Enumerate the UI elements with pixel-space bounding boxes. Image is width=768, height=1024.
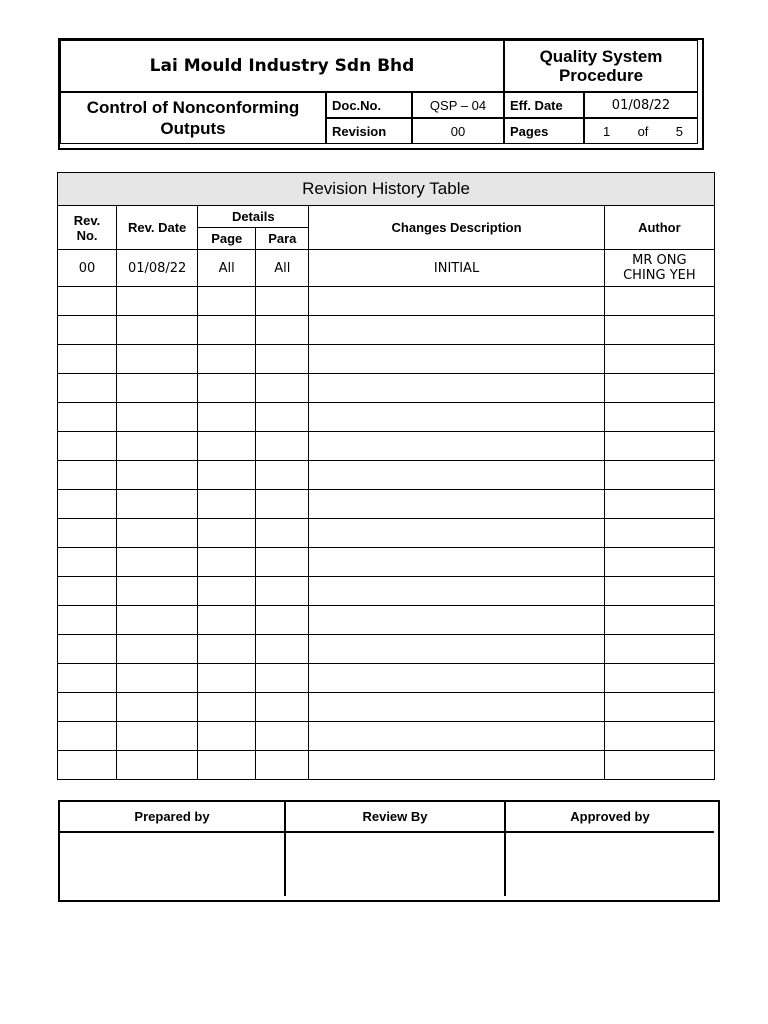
empty-cell (58, 548, 117, 577)
empty-cell (58, 693, 117, 722)
empty-table-row (58, 316, 715, 345)
prepared-by-column (60, 802, 286, 896)
empty-cell (309, 519, 604, 548)
empty-table-row (58, 548, 715, 577)
empty-table-row (58, 751, 715, 780)
empty-cell (604, 606, 714, 635)
cell-author: MR ONG CHING YEH (604, 250, 714, 287)
pages-value (584, 118, 698, 144)
empty-cell (58, 606, 117, 635)
empty-table-row (58, 664, 715, 693)
empty-cell (604, 461, 714, 490)
signature-block (58, 800, 720, 902)
empty-table-row (58, 461, 715, 490)
empty-cell (256, 577, 309, 606)
review-by-label: Review By (286, 802, 504, 833)
empty-table-row (58, 403, 715, 432)
empty-cell (256, 461, 309, 490)
empty-cell (58, 345, 117, 374)
empty-cell (309, 374, 604, 403)
empty-cell (198, 693, 256, 722)
doc-no-value: QSP – 04 (412, 92, 504, 118)
empty-cell (198, 548, 256, 577)
empty-cell (117, 403, 198, 432)
empty-cell (256, 606, 309, 635)
empty-cell (58, 432, 117, 461)
empty-cell (198, 374, 256, 403)
empty-cell (256, 693, 309, 722)
empty-cell (198, 345, 256, 374)
empty-cell (256, 287, 309, 316)
empty-cell (117, 606, 198, 635)
page-total: 5 (675, 123, 683, 139)
empty-cell (198, 635, 256, 664)
empty-cell (198, 577, 256, 606)
empty-table-row (58, 635, 715, 664)
empty-cell (198, 606, 256, 635)
empty-cell (309, 316, 604, 345)
empty-table-row (58, 374, 715, 403)
cell-para: All (256, 250, 309, 287)
cell-rev-no: 00 (58, 250, 117, 287)
empty-table-row (58, 606, 715, 635)
empty-cell (309, 722, 604, 751)
empty-cell (604, 345, 714, 374)
empty-cell (117, 345, 198, 374)
empty-cell (198, 664, 256, 693)
empty-cell (198, 403, 256, 432)
empty-cell (309, 606, 604, 635)
empty-cell (309, 461, 604, 490)
prepared-by-label: Prepared by (60, 802, 284, 833)
empty-cell (198, 722, 256, 751)
header-rev-no: Rev. No. (58, 206, 117, 250)
empty-cell (198, 751, 256, 780)
empty-cell (198, 461, 256, 490)
empty-cell (604, 548, 714, 577)
empty-table-row (58, 345, 715, 374)
empty-cell (117, 316, 198, 345)
empty-table-row (58, 722, 715, 751)
empty-cell (256, 751, 309, 780)
approved-by-label: Approved by (506, 802, 714, 833)
empty-cell (117, 751, 198, 780)
empty-cell (117, 722, 198, 751)
header-para: Para (256, 228, 309, 250)
empty-cell (604, 519, 714, 548)
empty-cell (604, 490, 714, 519)
doc-no-label: Doc.No. (326, 92, 412, 118)
page-of: of (637, 123, 649, 139)
empty-cell (256, 432, 309, 461)
empty-cell (604, 577, 714, 606)
empty-cell (309, 548, 604, 577)
cell-rev-date: 01/08/22 (117, 250, 198, 287)
empty-cell (256, 374, 309, 403)
empty-cell (309, 751, 604, 780)
page-current: 1 (603, 123, 611, 139)
header-changes: Changes Description (309, 206, 604, 250)
empty-cell (58, 722, 117, 751)
empty-cell (604, 374, 714, 403)
review-by-column (286, 802, 506, 896)
empty-cell (604, 693, 714, 722)
empty-cell (309, 577, 604, 606)
empty-cell (198, 432, 256, 461)
revision-history-table (57, 172, 715, 780)
table-row (58, 250, 715, 287)
empty-cell (604, 316, 714, 345)
table-title: Revision History Table (58, 173, 715, 206)
header-author: Author (604, 206, 714, 250)
empty-cell (309, 287, 604, 316)
empty-cell (58, 461, 117, 490)
empty-cell (117, 461, 198, 490)
empty-cell (117, 664, 198, 693)
empty-cell (604, 664, 714, 693)
company-name: Lai Mould Industry Sdn Bhd (60, 40, 504, 92)
empty-cell (309, 432, 604, 461)
empty-cell (256, 316, 309, 345)
empty-cell (117, 432, 198, 461)
empty-cell (58, 287, 117, 316)
empty-cell (58, 490, 117, 519)
empty-cell (117, 287, 198, 316)
empty-cell (256, 345, 309, 374)
empty-cell (256, 403, 309, 432)
empty-cell (198, 519, 256, 548)
revision-value: 00 (412, 118, 504, 144)
empty-cell (117, 490, 198, 519)
cell-changes: INITIAL (309, 250, 604, 287)
empty-cell (604, 287, 714, 316)
empty-cell (256, 548, 309, 577)
empty-cell (309, 635, 604, 664)
approved-by-column (506, 802, 714, 896)
empty-table-row (58, 519, 715, 548)
empty-cell (256, 490, 309, 519)
empty-cell (198, 490, 256, 519)
empty-cell (256, 519, 309, 548)
empty-cell (309, 490, 604, 519)
empty-cell (604, 635, 714, 664)
empty-cell (604, 751, 714, 780)
empty-table-row (58, 693, 715, 722)
revision-label: Revision (326, 118, 412, 144)
empty-cell (58, 519, 117, 548)
empty-cell (256, 635, 309, 664)
eff-date-label: Eff. Date (504, 92, 584, 118)
empty-cell (58, 403, 117, 432)
empty-cell (198, 316, 256, 345)
empty-cell (309, 664, 604, 693)
header-rev-date: Rev. Date (117, 206, 198, 250)
pages-label: Pages (504, 118, 584, 144)
eff-date-value: 01/08/22 (584, 92, 698, 118)
empty-cell (117, 693, 198, 722)
empty-cell (58, 577, 117, 606)
empty-cell (309, 345, 604, 374)
empty-cell (309, 693, 604, 722)
empty-rows (58, 287, 715, 780)
empty-table-row (58, 577, 715, 606)
empty-cell (117, 374, 198, 403)
empty-table-row (58, 490, 715, 519)
empty-cell (58, 635, 117, 664)
cell-page: All (198, 250, 256, 287)
empty-cell (117, 577, 198, 606)
header-page: Page (198, 228, 256, 250)
empty-cell (58, 751, 117, 780)
empty-cell (309, 403, 604, 432)
empty-cell (198, 287, 256, 316)
empty-table-row (58, 432, 715, 461)
procedure-title: Control of Nonconforming Outputs (60, 92, 326, 144)
empty-cell (256, 664, 309, 693)
empty-cell (117, 635, 198, 664)
system-title: Quality System Procedure (504, 40, 698, 92)
empty-cell (117, 548, 198, 577)
empty-cell (117, 519, 198, 548)
empty-table-row (58, 287, 715, 316)
empty-cell (58, 316, 117, 345)
document-header (58, 38, 704, 150)
header-details: Details (198, 206, 309, 228)
empty-cell (604, 432, 714, 461)
empty-cell (58, 374, 117, 403)
empty-cell (58, 664, 117, 693)
empty-cell (256, 722, 309, 751)
empty-cell (604, 403, 714, 432)
empty-cell (604, 722, 714, 751)
